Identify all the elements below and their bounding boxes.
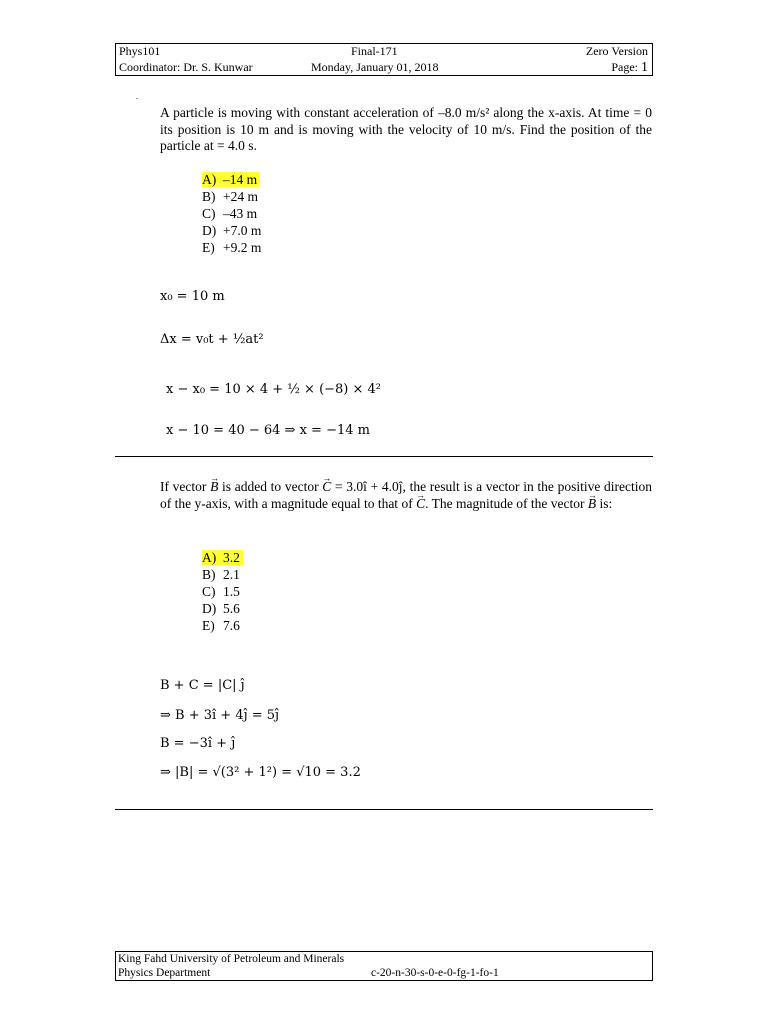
option-d: D) 5.6 bbox=[202, 601, 240, 616]
page-footer bbox=[115, 951, 653, 981]
exam-version: Zero Version bbox=[585, 44, 648, 58]
answer-highlight: A) –14 m bbox=[202, 172, 260, 187]
page-indicator bbox=[611, 60, 648, 75]
option-b: B) 2.1 bbox=[202, 567, 240, 582]
question-1-options bbox=[202, 171, 261, 256]
document-code: c-20-n-30-s-0-e-0-fg-1-fo-1 bbox=[371, 967, 499, 979]
q2-solution-line-4: ⇒ |B| = √(3² + 1²) = √10 = 3.2 bbox=[160, 765, 361, 780]
question-2-options bbox=[202, 549, 243, 634]
question-2-text: If vector → B is added to vector → C = 3.0î + 4.0ĵ, the result is a vector in the positive direction of the y-axis, with a magnitude equal to that of → C. The magnitude of the vector → B is: bbox=[160, 479, 652, 512]
q1-solution-line-2: Δx = v₀t + ½at² bbox=[160, 332, 264, 347]
question-1-text: A particle is moving with constant acceleration of –8.0 m/s² along the x-axis. At time = 0 its position is 10 m and is moving with the velocity of 10 m/s. Find the position of the particle at = 4.0 s. bbox=[160, 105, 652, 153]
page-label: Page: bbox=[611, 60, 638, 74]
option-d: D) +7.0 m bbox=[202, 223, 262, 238]
q2-solution-line-1: B + C = |C| ĵ bbox=[160, 678, 245, 693]
page-header bbox=[115, 43, 653, 76]
page-number: 1 bbox=[641, 60, 648, 75]
option-a bbox=[202, 171, 261, 188]
q1-solution-line-4: x − 10 = 40 − 64 ⇒ x = −14 m bbox=[166, 423, 370, 438]
q2-solution-line-3: B = −3î + ĵ bbox=[160, 736, 236, 751]
margin-dot: . bbox=[136, 92, 138, 101]
vector-c-symbol: → C bbox=[322, 479, 331, 496]
university-name: King Fahd University of Petroleum and Minerals bbox=[118, 953, 345, 965]
q2-solution-line-2: ⇒ B + 3î + 4ĵ = 5ĵ bbox=[160, 708, 280, 723]
exam-name: Final-171 bbox=[351, 44, 398, 58]
department-name: Physics Department bbox=[118, 967, 211, 979]
q1-solution-line-3: x − x₀ = 10 × 4 + ½ × (−8) × 4² bbox=[166, 382, 382, 397]
vector-b-symbol: → B bbox=[210, 479, 218, 496]
vector-b-symbol: → B bbox=[588, 496, 596, 513]
option-e: E) 7.6 bbox=[202, 618, 240, 633]
option-c: C) –43 m bbox=[202, 206, 258, 221]
option-c: C) 1.5 bbox=[202, 584, 240, 599]
option-a bbox=[202, 549, 243, 566]
question-divider bbox=[115, 809, 653, 810]
exam-date: Monday, January 01, 2018 bbox=[311, 60, 439, 74]
q1-solution-line-1: x₀ = 10 m bbox=[160, 289, 225, 304]
answer-highlight: A) 3.2 bbox=[202, 550, 243, 565]
option-e: E) +9.2 m bbox=[202, 240, 262, 255]
option-b: B) +24 m bbox=[202, 189, 258, 204]
vector-c-symbol: → C bbox=[416, 496, 425, 513]
coordinator: Coordinator: Dr. S. Kunwar bbox=[119, 60, 253, 74]
question-divider bbox=[115, 456, 653, 457]
course-code: Phys101 bbox=[119, 44, 161, 58]
